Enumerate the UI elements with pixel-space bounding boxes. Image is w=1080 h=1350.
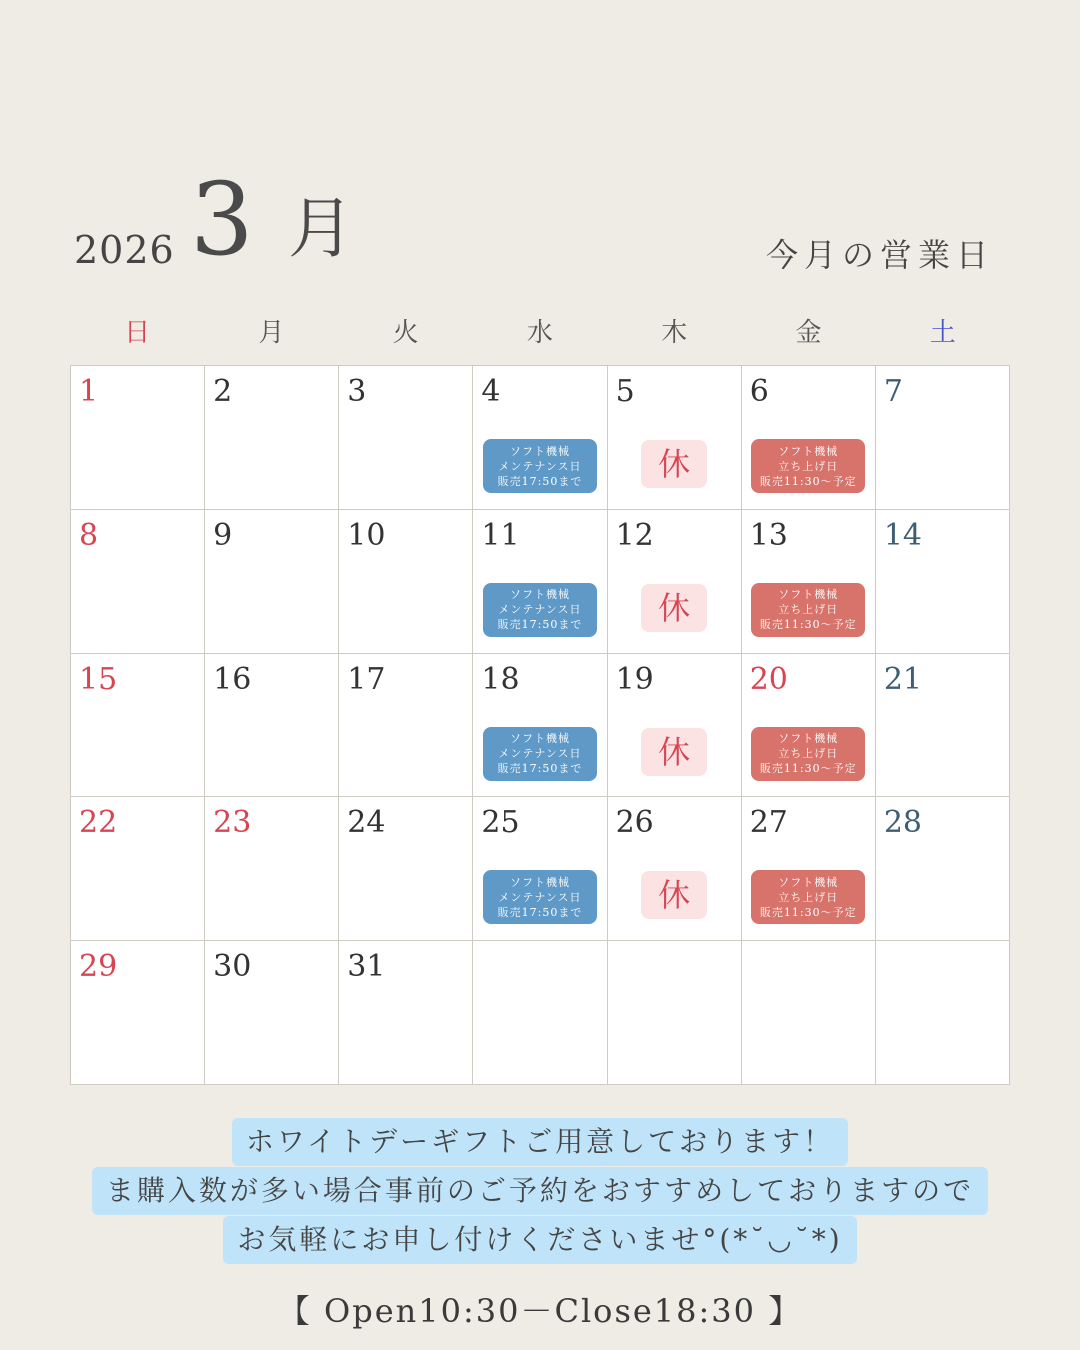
- calendar-day-cell: [339, 366, 473, 510]
- day-number: 1: [79, 374, 99, 409]
- badge-line: 立ち上げ日: [778, 603, 839, 617]
- day-number: 19: [615, 661, 654, 697]
- calendar-day-cell: [71, 654, 205, 798]
- badge-line: ソフト機械: [778, 875, 839, 889]
- badge-line: 販売17:50まで: [497, 474, 583, 488]
- calendar-day-cell: [473, 366, 607, 510]
- startup-badge: [751, 583, 865, 637]
- calendar-day-cell: [473, 941, 607, 1085]
- startup-badge: [751, 727, 865, 781]
- day-number: 21: [883, 661, 923, 697]
- day-number: 17: [347, 661, 386, 697]
- badge-line: メンテナンス日: [498, 459, 582, 473]
- badge-line: 販売11:30～予定: [759, 905, 857, 919]
- calendar-day-cell: [71, 941, 205, 1085]
- badge-line: ソフト機械: [509, 444, 570, 458]
- month-label: 月: [288, 190, 354, 267]
- calendar-day-cell: [608, 941, 742, 1085]
- calendar-day-cell: [339, 510, 473, 654]
- business-hours: 【 Open10:30－Close18:30 】: [277, 1292, 803, 1330]
- day-number: 10: [347, 517, 386, 553]
- day-number: 12: [615, 517, 654, 553]
- calendar-day-cell: [473, 510, 607, 654]
- badge-line: 販売11:30～予定: [759, 762, 857, 776]
- calendar-day-cell: [205, 510, 339, 654]
- day-number: 15: [79, 661, 118, 697]
- calendar-day-cell: [742, 654, 876, 798]
- calendar-day-cell: [608, 366, 742, 510]
- day-number: 4: [481, 374, 501, 409]
- calendar-day-cell: [742, 797, 876, 941]
- calendar-day-cell: [473, 797, 607, 941]
- closed-day-badge: 休: [641, 440, 707, 488]
- calendar-day-cell: [742, 366, 876, 510]
- weekday-sat: 土: [929, 318, 956, 348]
- notice-banner: [0, 1118, 1080, 1265]
- day-number: 24: [347, 805, 386, 841]
- maintenance-badge: [483, 439, 597, 493]
- badge-line: 立ち上げ日: [778, 459, 839, 473]
- startup-badge: [751, 439, 865, 493]
- page-subtitle: 今月の営業日: [765, 236, 994, 274]
- calendar-day-cell: [205, 941, 339, 1085]
- closed-day-badge: 休: [641, 871, 707, 919]
- calendar-day-cell: [876, 366, 1010, 510]
- maintenance-badge: [483, 727, 597, 781]
- weekday-wed: 水: [526, 318, 553, 348]
- day-number: 11: [481, 517, 520, 553]
- day-number: 8: [79, 517, 99, 553]
- day-number: 26: [615, 805, 654, 841]
- day-number: 25: [481, 805, 520, 841]
- calendar-day-cell: [876, 941, 1010, 1085]
- maintenance-badge: [483, 583, 597, 637]
- day-number: 13: [749, 517, 788, 553]
- calendar-day-cell: [205, 654, 339, 798]
- month-number: 3: [190, 161, 254, 278]
- day-number: 2: [213, 374, 233, 409]
- calendar-day-cell: [71, 797, 205, 941]
- weekday-mon: 月: [258, 318, 285, 348]
- calendar-day-cell: [205, 797, 339, 941]
- badge-line: メンテナンス日: [498, 603, 582, 617]
- calendar-day-cell: [71, 366, 205, 510]
- badge-line: ソフト機械: [778, 732, 839, 746]
- calendar-day-cell: [876, 797, 1010, 941]
- day-number: 23: [213, 805, 252, 841]
- weekday-fri: 金: [795, 318, 822, 348]
- notice-line: ホワイトデーギフトご用意しております！: [232, 1118, 848, 1166]
- calendar-day-cell: [742, 941, 876, 1085]
- badge-line: 販売11:30～予定: [759, 618, 857, 632]
- calendar-day-cell: [71, 510, 205, 654]
- day-number: 18: [481, 661, 520, 697]
- weekday-tue: 火: [392, 318, 419, 348]
- badge-line: 販売17:50まで: [497, 762, 583, 776]
- day-number: 29: [79, 949, 118, 985]
- day-number: 20: [749, 661, 788, 697]
- weekday-sun: 日: [124, 318, 151, 348]
- notice-line: ま購入数が多い場合事前のご予約をおすすめしておりますので: [92, 1167, 988, 1215]
- day-number: 7: [883, 374, 903, 409]
- badge-line: ソフト機械: [509, 732, 570, 746]
- day-number: 16: [213, 661, 252, 697]
- day-number: 22: [79, 805, 118, 841]
- calendar-day-cell: [876, 510, 1010, 654]
- maintenance-badge: [483, 870, 597, 924]
- calendar-day-cell: [608, 510, 742, 654]
- badge-line: 販売11:30～予定: [759, 474, 857, 488]
- calendar-day-cell: [473, 654, 607, 798]
- day-number: 30: [213, 949, 252, 985]
- calendar-day-cell: [339, 941, 473, 1085]
- badge-line: 立ち上げ日: [778, 747, 839, 761]
- day-number: 14: [883, 517, 923, 553]
- day-number: 3: [347, 374, 367, 409]
- badge-line: 販売17:50まで: [497, 905, 583, 919]
- day-number: 6: [749, 374, 769, 409]
- day-number: 28: [883, 805, 923, 841]
- day-number: 27: [749, 805, 788, 841]
- weekday-thu: 木: [661, 318, 688, 348]
- closed-day-badge: 休: [641, 584, 707, 632]
- badge-line: ソフト機械: [509, 588, 570, 602]
- weekday-header: [70, 312, 1010, 349]
- day-number: 31: [347, 949, 386, 985]
- calendar-day-cell: [876, 654, 1010, 798]
- notice-line: お気軽にお申し付けくださいませ°(*˘◡˘*): [223, 1216, 856, 1264]
- calendar-day-cell: [608, 654, 742, 798]
- startup-badge: [751, 870, 865, 924]
- badge-line: ソフト機械: [778, 444, 839, 458]
- day-number: 9: [213, 517, 233, 553]
- calendar-day-cell: [742, 510, 876, 654]
- calendar-day-cell: [339, 797, 473, 941]
- calendar-day-cell: [339, 654, 473, 798]
- calendar-grid: [70, 365, 1010, 1085]
- closed-day-badge: 休: [641, 728, 707, 776]
- year: 2026: [74, 228, 175, 272]
- day-number: 5: [615, 374, 635, 409]
- badge-line: メンテナンス日: [498, 890, 582, 904]
- badge-line: 販売17:50まで: [497, 618, 583, 632]
- badge-line: 立ち上げ日: [778, 890, 839, 904]
- calendar-day-cell: [608, 797, 742, 941]
- badge-line: ソフト機械: [509, 875, 570, 889]
- badge-line: メンテナンス日: [498, 747, 582, 761]
- calendar-day-cell: [205, 366, 339, 510]
- badge-line: ソフト機械: [778, 588, 839, 602]
